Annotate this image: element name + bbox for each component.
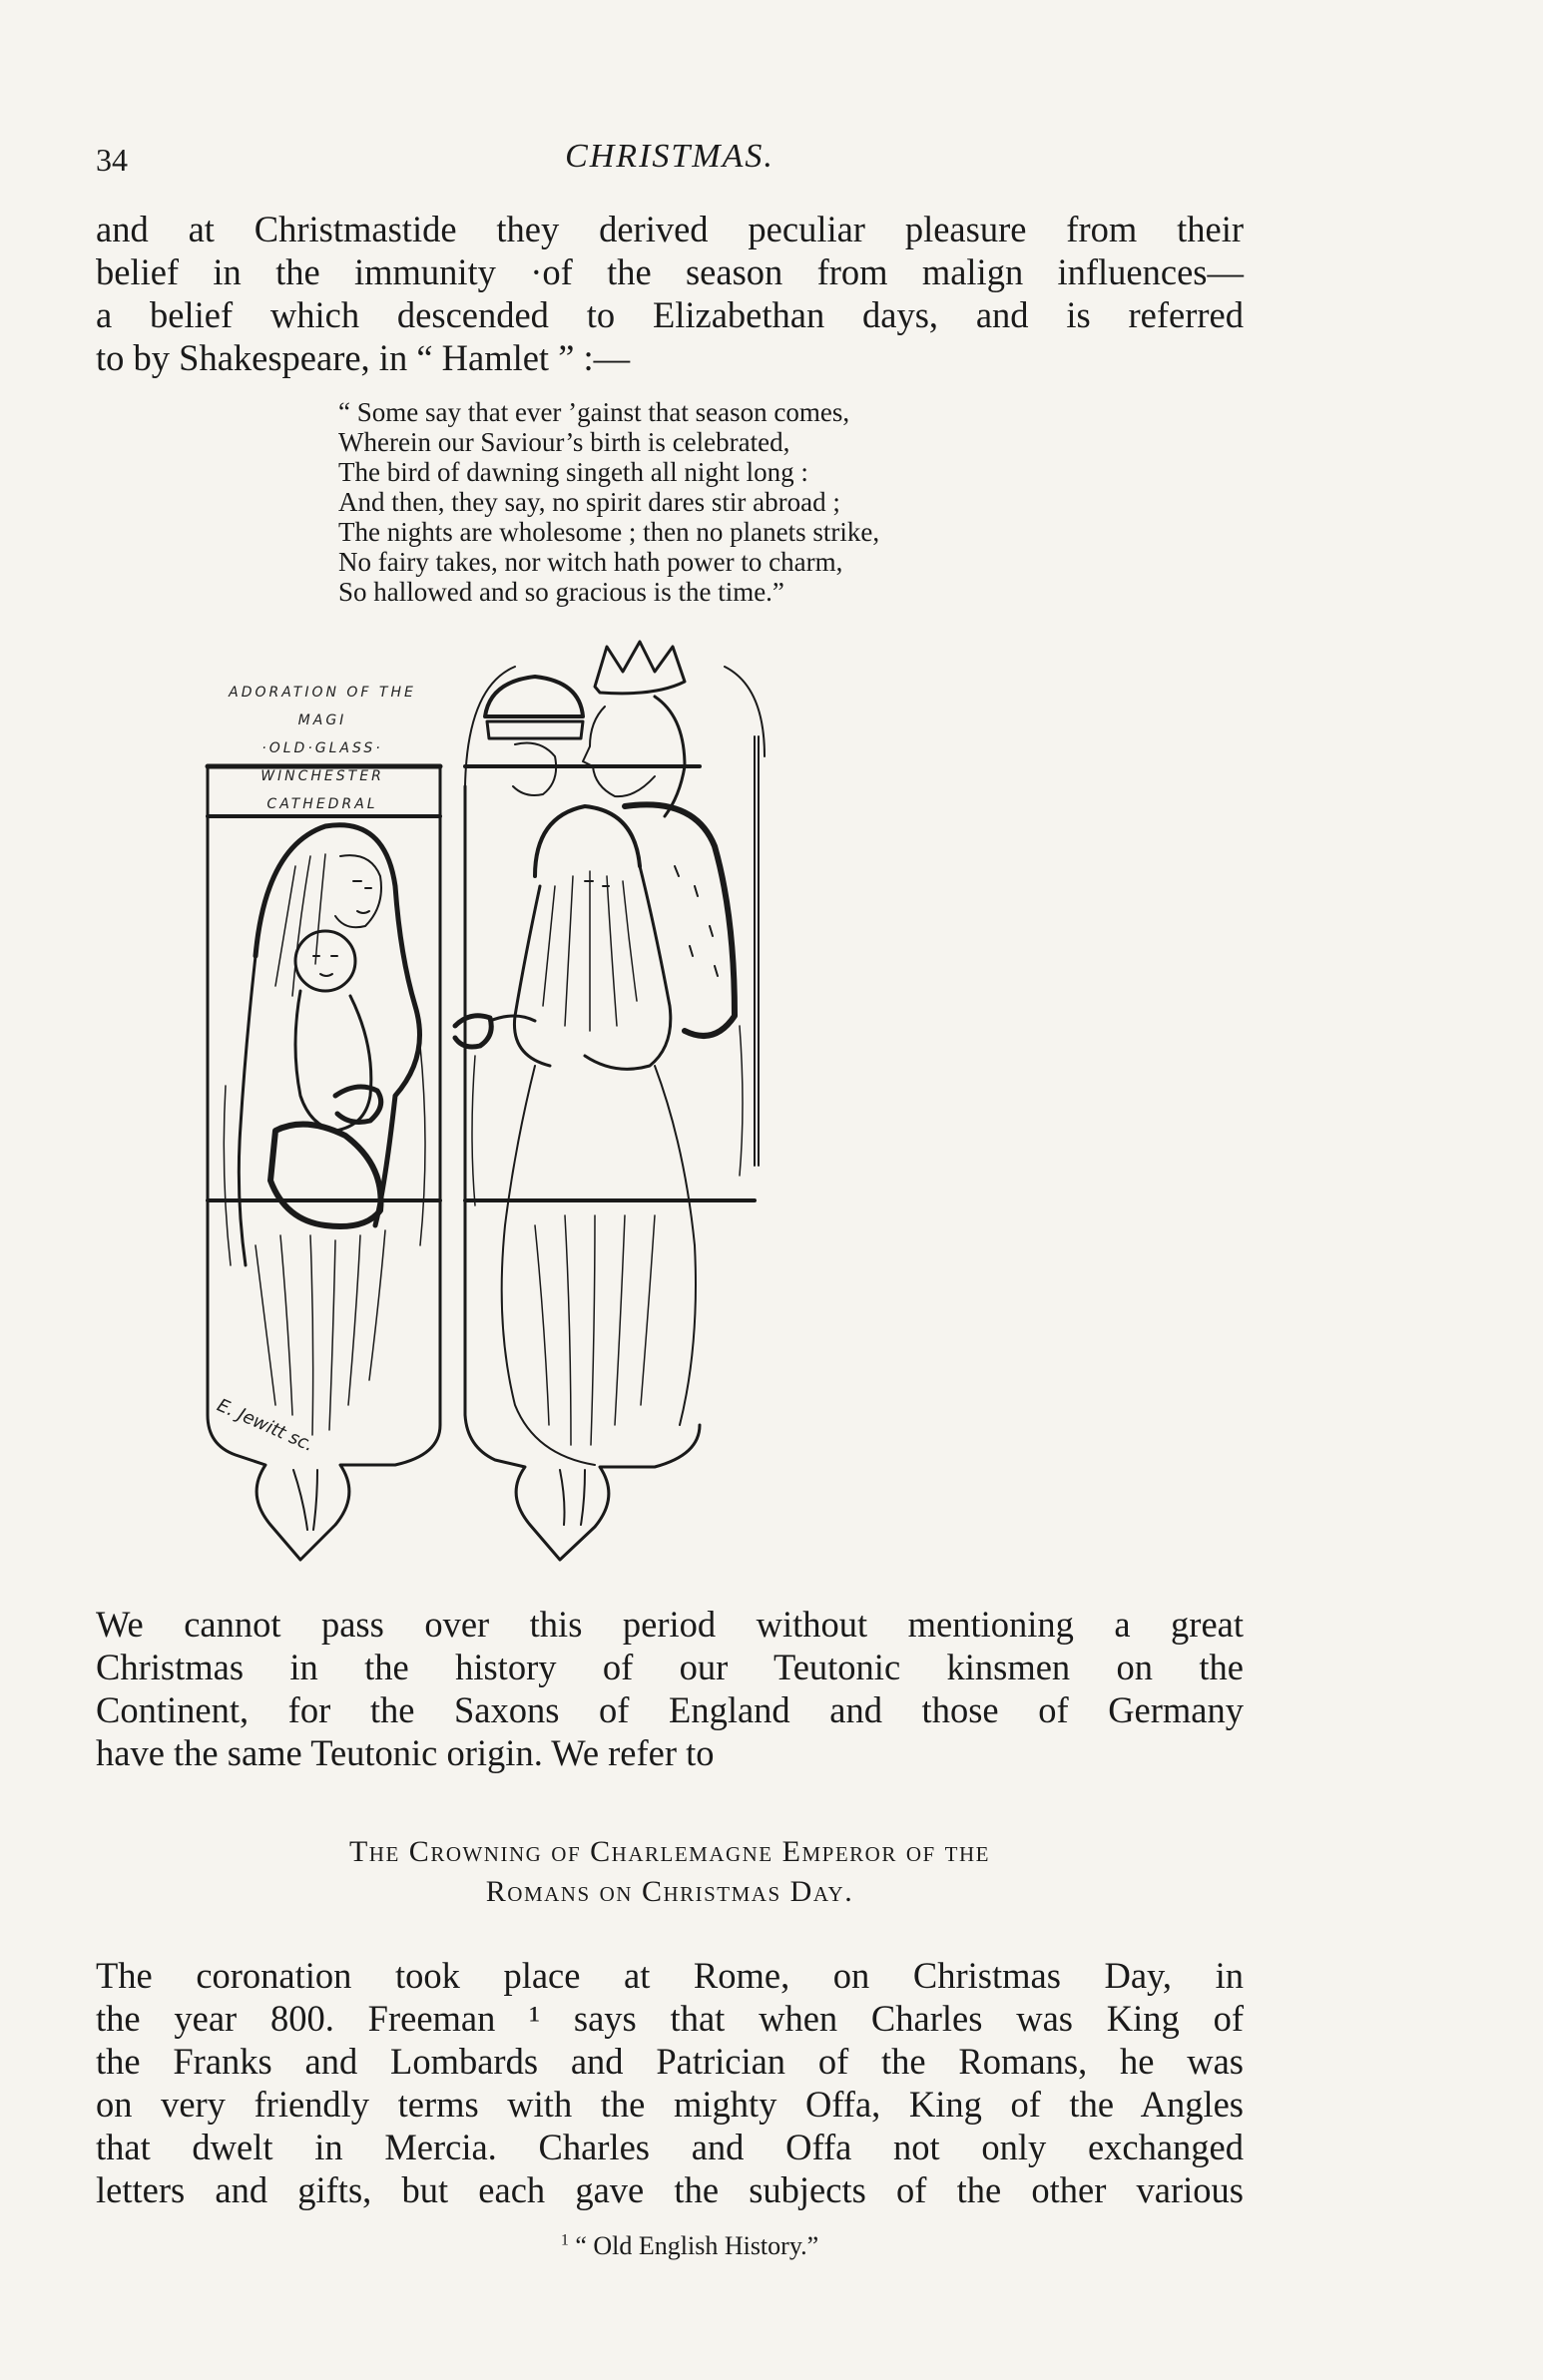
caption-line: ADORATION OF THE MAGI <box>229 685 416 728</box>
verse-line: The nights are wholesome ; then no planets strike, <box>338 517 880 547</box>
text-line: and at Christmastide they derived peculiar pleasure from their <box>96 209 1244 249</box>
text-line: letters and gifts, but each gave the subjects of the other various <box>96 2169 1244 2210</box>
text-line: Continent, for the Saxons of England and those of Germany <box>96 1689 1244 1730</box>
footnote-text: “ Old English History.” <box>575 2231 819 2260</box>
paragraph-teutonic <box>96 1603 1244 1774</box>
text-line: that dwelt in Mercia. Charles and Offa not only exchanged <box>96 2127 1244 2167</box>
verse-line: And then, they say, no spirit dares stir abroad ; <box>338 487 840 517</box>
text-line: We cannot pass over this period without mentioning a great <box>96 1604 1244 1645</box>
caption-line: WINCHESTER CATHEDRAL <box>260 768 384 812</box>
text-line: the Franks and Lombards and Patrician of the Romans, he was <box>96 2041 1244 2082</box>
verse-line: No fairy takes, nor witch hath power to charm, <box>338 547 843 577</box>
paragraph-hamlet-intro <box>96 208 1244 379</box>
text-line: a belief which descended to Elizabethan days, and is referred <box>96 294 1244 335</box>
text-line: the year 800. Freeman ¹ says that when Charles was King of <box>96 1998 1244 2039</box>
page-number: 34 <box>96 142 128 178</box>
running-head <box>96 130 1244 190</box>
text-line: belief in the immunity ·of the season from malign influences— <box>96 251 1244 292</box>
caption-line: ·OLD·GLASS· <box>261 740 383 756</box>
text-line: on very friendly terms with the mighty Offa, King of the Angles <box>96 2084 1244 2125</box>
heading-line: The Crowning of Charlemagne Emperor of the <box>348 1835 990 1868</box>
paragraph-coronation <box>96 1954 1244 2211</box>
verse-line: Wherein our Saviour’s birth is celebrated, <box>338 427 790 457</box>
text-line: Christmas in the history of our Teutonic kinsmen on the <box>96 1647 1244 1687</box>
verse-line: “ Some say that ever ’gainst that season comes, <box>338 397 850 427</box>
text-line: have the same Teutonic origin. We refer to <box>96 1732 715 1773</box>
right-panel-magi <box>455 642 765 1560</box>
book-page <box>96 130 1244 2261</box>
text-line: to by Shakespeare, in “ Hamlet ” :— <box>96 337 631 378</box>
hamlet-quotation <box>338 397 1244 607</box>
stained-glass-illustration <box>96 627 1244 1565</box>
verse-line: The bird of dawning singeth all night long : <box>338 457 808 487</box>
heading-line: Romans on Christmas Day. <box>485 1875 854 1908</box>
footnote <box>96 2231 1244 2261</box>
section-heading <box>96 1832 1244 1912</box>
text-line: The coronation took place at Rome, on Christmas Day, in <box>96 1955 1244 1996</box>
left-panel-madonna <box>208 766 440 1560</box>
verse-line: So hallowed and so gracious is the time.” <box>338 577 784 607</box>
running-title: CHRISTMAS. <box>565 138 774 175</box>
footnote-marker: 1 <box>560 2231 569 2249</box>
engraver-signature: E. Jewitt sc. <box>214 1394 317 1457</box>
illustration-caption <box>208 679 437 818</box>
